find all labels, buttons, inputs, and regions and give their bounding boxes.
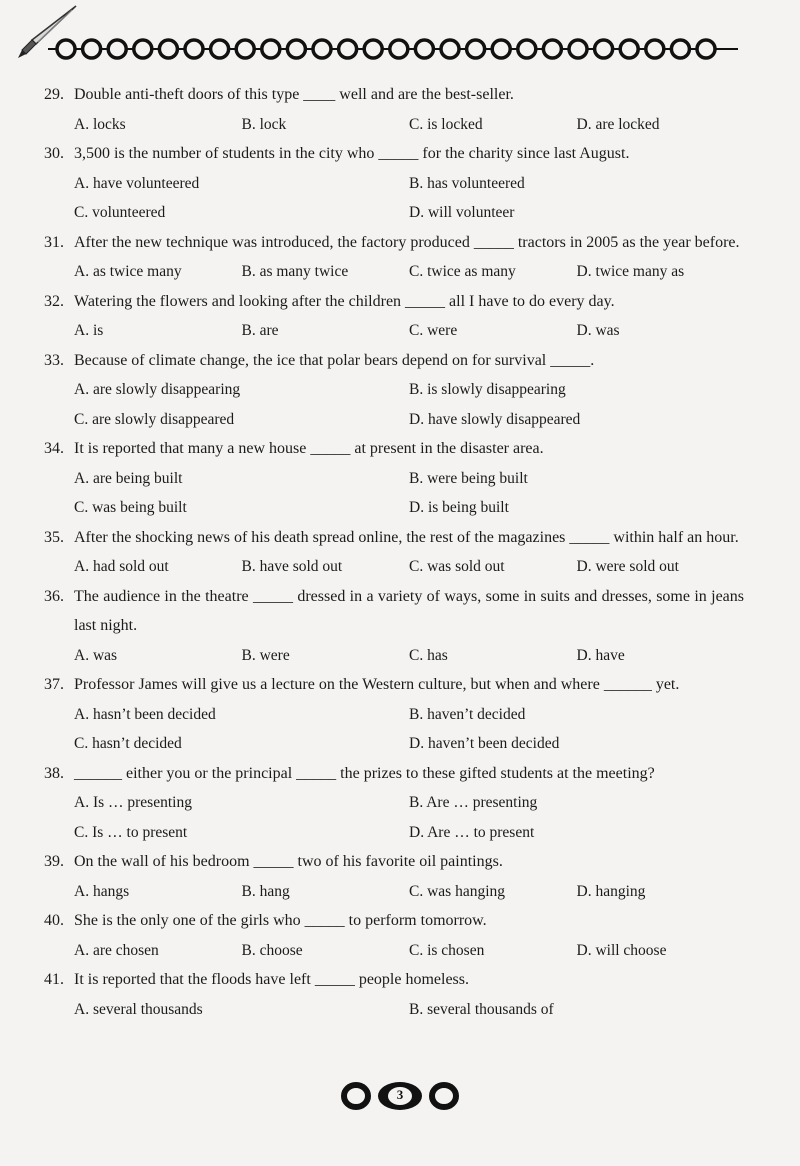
answer-option: B. is slowly disappearing	[409, 381, 566, 398]
answer-option: A. as twice many	[74, 263, 182, 280]
answer-option: D. twice many as	[576, 263, 685, 280]
question-number: 37.	[44, 676, 64, 693]
answer-option: A. hasn’t been decided	[74, 705, 216, 723]
question-stem	[44, 139, 744, 169]
answer-option: D. is being built	[409, 499, 509, 516]
answer-options	[44, 257, 744, 287]
question-number: 41.	[44, 971, 64, 988]
answer-options	[44, 995, 744, 1025]
answer-option: C. hasn’t decided	[74, 735, 182, 752]
answer-option: D. are locked	[576, 115, 660, 133]
answer-option: B. are	[241, 322, 279, 339]
answer-option: A. are slowly disappearing	[74, 381, 241, 398]
answer-options	[44, 375, 744, 434]
question-number: 36.	[44, 587, 64, 605]
question-text: Because of climate change, the ice that polar bears depend on for survival _____.	[74, 351, 595, 369]
question-text: Double anti-theft doors of this type ____ well and are the best-seller.	[74, 86, 514, 103]
answer-option: D. hanging	[576, 882, 646, 900]
answer-option: C. was sold out	[409, 558, 505, 575]
question-stem	[44, 434, 744, 464]
question-number: 35.	[44, 528, 64, 546]
answer-option: B. Are … presenting	[409, 794, 538, 811]
answer-options	[44, 788, 744, 847]
answer-options	[44, 464, 744, 523]
answer-option: B. as many twice	[241, 263, 349, 280]
question-stem	[44, 287, 744, 317]
answer-options	[44, 552, 744, 582]
question-text: Professor James will give us a lecture on the Western culture, but when and where ______ yet.	[74, 676, 680, 693]
question-item	[44, 228, 744, 287]
answer-option: B. were being built	[409, 469, 528, 487]
answer-options	[44, 641, 744, 671]
answer-option: C. twice as many	[409, 263, 516, 280]
answer-option: D. will choose	[576, 941, 667, 959]
answer-option: D. haven’t been decided	[409, 735, 560, 752]
answer-option: B. lock	[241, 115, 287, 133]
chain-border	[48, 36, 738, 62]
question-stem	[44, 582, 744, 641]
question-item	[44, 670, 744, 759]
question-item	[44, 906, 744, 965]
answer-option: A. hangs	[74, 882, 130, 900]
answer-options	[44, 936, 744, 966]
answer-option: A. have volunteered	[74, 174, 200, 192]
answer-option: B. choose	[241, 941, 303, 959]
answer-option: C. is chosen	[409, 941, 485, 959]
answer-options	[44, 700, 744, 759]
question-stem	[44, 228, 744, 258]
answer-options	[44, 169, 744, 228]
question-item	[44, 523, 744, 582]
question-number: 33.	[44, 351, 64, 369]
question-stem	[44, 80, 744, 110]
answer-option: C. volunteered	[74, 204, 166, 221]
page-number: 3	[396, 1087, 404, 1102]
answer-option: D. have slowly disappeared	[409, 410, 581, 428]
answer-option: B. haven’t decided	[409, 705, 526, 723]
answer-option: C. was being built	[74, 499, 187, 516]
question-text: The audience in the theatre _____ dressed in a variety of ways, some in suits and dresses, some in jeans last night.	[74, 587, 744, 634]
question-stem	[44, 523, 744, 553]
question-item	[44, 346, 744, 435]
answer-option: A. was	[74, 646, 118, 664]
answer-option: A. is	[74, 322, 104, 339]
question-item	[44, 965, 744, 1024]
answer-option: C. Is … to present	[74, 823, 188, 841]
question-item	[44, 139, 744, 228]
answer-options	[44, 877, 744, 907]
answer-option: A. locks	[74, 115, 126, 133]
question-text: 3,500 is the number of students in the city who _____ for the charity since last August.	[74, 145, 630, 162]
answer-option: B. have sold out	[241, 558, 343, 575]
question-list	[44, 80, 744, 1024]
answer-option: A. are chosen	[74, 941, 159, 959]
answer-option: D. have	[576, 646, 625, 664]
question-number: 34.	[44, 440, 64, 457]
question-text: It is reported that the floods have left _____ people homeless.	[74, 971, 470, 988]
answer-option: B. hang	[241, 882, 290, 900]
question-stem	[44, 759, 744, 789]
answer-option: B. were	[241, 646, 290, 664]
answer-option: C. was hanging	[409, 882, 506, 900]
question-text: ______ either you or the principal _____ the prizes to these gifted students at the meeting?	[74, 764, 655, 782]
question-item	[44, 434, 744, 523]
question-stem	[44, 847, 744, 877]
answer-option: C. were	[409, 322, 458, 339]
question-item	[44, 582, 744, 671]
answer-option: D. Are … to present	[409, 823, 535, 841]
answer-option: A. are being built	[74, 469, 183, 487]
answer-option: D. were sold out	[576, 558, 679, 575]
answer-option: A. several thousands	[74, 1000, 203, 1018]
answer-option: C. are slowly disappeared	[74, 410, 235, 428]
question-text: After the shocking news of his death spread online, the rest of the magazines _____ within half an hour.	[74, 528, 739, 546]
question-item	[44, 80, 744, 139]
question-stem	[44, 670, 744, 700]
question-text: After the new technique was introduced, the factory produced _____ tractors in 2005 as the year before.	[74, 233, 740, 251]
question-number: 32.	[44, 292, 64, 310]
answer-options	[44, 110, 744, 140]
question-stem	[44, 346, 744, 376]
question-stem	[44, 965, 744, 995]
question-text: She is the only one of the girls who _____ to perform tomorrow.	[74, 912, 487, 929]
question-item	[44, 287, 744, 346]
answer-option: B. has volunteered	[409, 174, 525, 192]
question-number: 39.	[44, 853, 64, 870]
question-number: 30.	[44, 145, 64, 162]
question-number: 29.	[44, 86, 64, 103]
answer-option: D. was	[576, 322, 620, 339]
answer-option: A. Is … presenting	[74, 794, 192, 811]
answer-option: B. several thousands of	[409, 1000, 554, 1018]
question-text: Watering the flowers and looking after the children _____ all I have to do every day.	[74, 292, 615, 310]
question-text: On the wall of his bedroom _____ two of his favorite oil paintings.	[74, 853, 503, 870]
question-number: 38.	[44, 764, 64, 782]
question-text: It is reported that many a new house _____ at present in the disaster area.	[74, 440, 544, 457]
answer-option: C. has	[409, 646, 448, 664]
question-item	[44, 847, 744, 906]
answer-option: A. had sold out	[74, 558, 169, 575]
header-decoration	[0, 0, 800, 70]
answer-option: C. is locked	[409, 115, 483, 133]
answer-options	[44, 316, 744, 346]
question-number: 40.	[44, 912, 64, 929]
answer-option: D. will volunteer	[409, 204, 515, 221]
question-stem	[44, 906, 744, 936]
question-item	[44, 759, 744, 848]
question-number: 31.	[44, 233, 64, 251]
